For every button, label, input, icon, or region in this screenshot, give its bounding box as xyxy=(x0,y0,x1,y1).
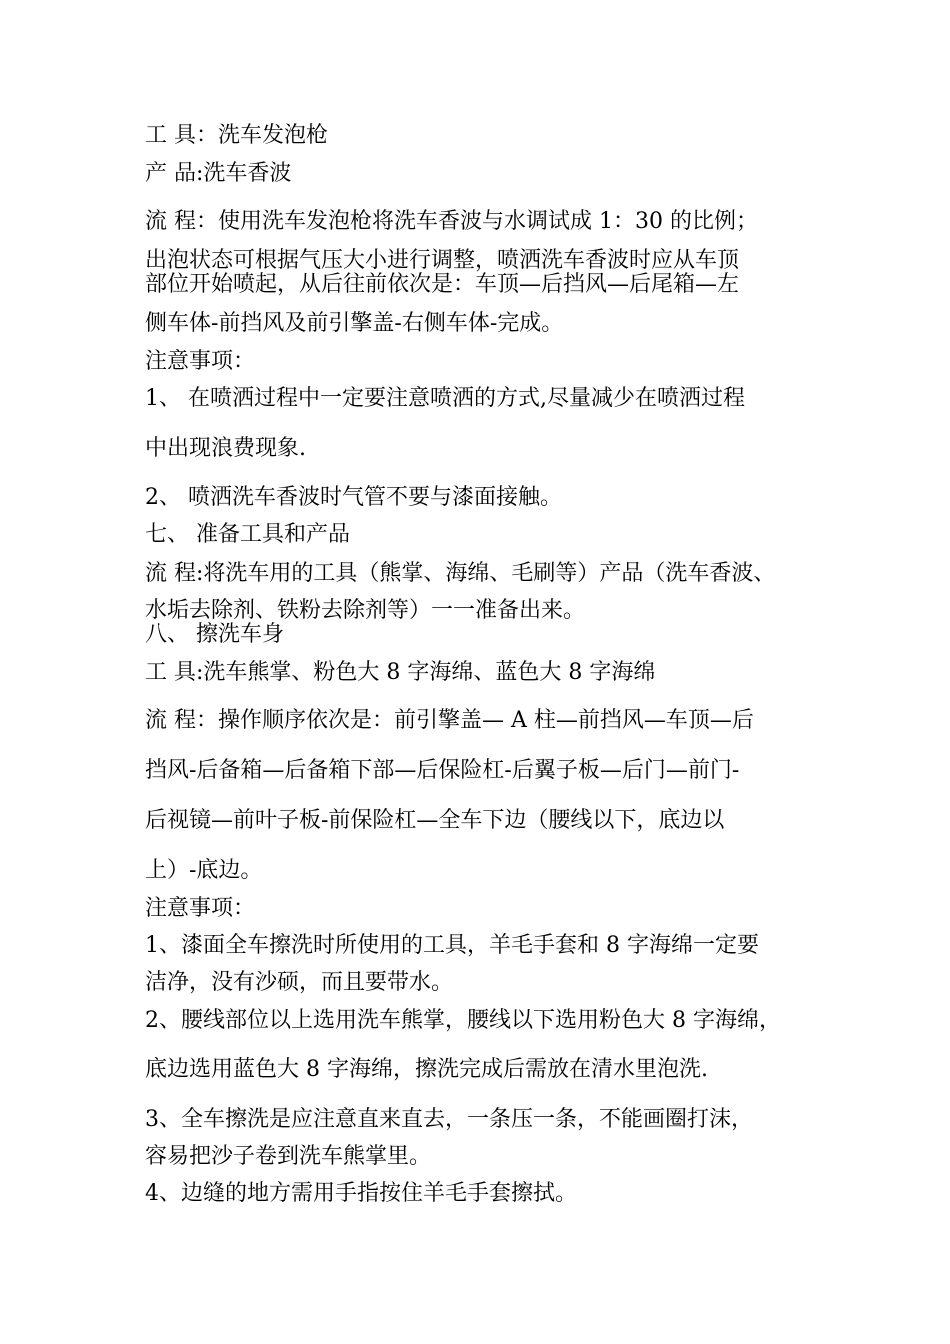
text-line-note-6: 4、边缝的地方需用手指按住羊毛手套擦拭。 xyxy=(145,1181,577,1206)
text-line: 部位开始喷起，从后往前依次是：车顶—后挡风—后尾箱—左 xyxy=(145,272,740,297)
text-line-tools-2: 工 具:洗车熊掌、粉色大 8 字海绵、蓝色大 8 字海绵 xyxy=(145,660,656,685)
text-line: 挡风-后备箱—后备箱下部—后保险杠-后翼子板—后门—前门- xyxy=(145,758,740,783)
text-line: 容易把沙子卷到洗车熊掌里。 xyxy=(145,1144,432,1169)
text-line-process-3: 流 程：操作顺序依次是：前引擎盖— A 柱—前挡风—车顶—后 xyxy=(145,708,754,733)
text-line: 上）-底边。 xyxy=(145,858,263,883)
text-line-notes-heading-1: 注意事项： xyxy=(145,349,256,374)
section-heading-seven: 七、 准备工具和产品 xyxy=(145,522,350,547)
text-line-note-1: 1、 在喷洒过程中一定要注意喷洒的方式,尽量减少在喷洒过程 xyxy=(145,386,745,411)
text-line: 水垢去除剂、铁粉去除剂等）一一准备出来。 xyxy=(145,598,586,623)
text-line: 洁净，没有沙硕，而且要带水。 xyxy=(145,970,454,995)
text-line-note-3: 1、漆面全车擦洗时所使用的工具，羊毛手套和 8 字海绵一定要 xyxy=(145,933,759,958)
text-line-note-4: 2、腰线部位以上选用洗车熊掌，腰线以下选用粉色大 8 字海绵， xyxy=(145,1008,781,1033)
text-line-tools-1: 工 具：洗车发泡枪 xyxy=(145,123,328,148)
text-line-process-2: 流 程:将洗车用的工具（熊掌、海绵、毛刷等）产品（洗车香波、 xyxy=(145,561,776,586)
text-line: 中出现浪费现象. xyxy=(145,436,306,461)
text-line-process-1: 流 程：使用洗车发泡枪将洗车香波与水调试成 1：30 的比例； xyxy=(145,209,758,234)
section-heading-eight: 八、 擦洗车身 xyxy=(145,622,284,647)
text-line-product-1: 产 品:洗车香波 xyxy=(145,161,292,186)
text-line: 后视镜—前叶子板-前保险杠—全车下边（腰线以下，底边以 xyxy=(145,808,725,833)
text-line: 出泡状态可根据气压大小进行调整，喷洒洗车香波时应从车顶 xyxy=(145,248,740,273)
text-line-notes-heading-2: 注意事项： xyxy=(145,896,256,921)
text-line: 底边选用蓝色大 8 字海绵，擦洗完成后需放在清水里泡洗. xyxy=(145,1057,708,1082)
text-line-note-2: 2、 喷洒洗车香波时气管不要与漆面接触。 xyxy=(145,485,562,510)
text-line-note-5: 3、全车擦洗是应注意直来直去，一条压一条，不能画圈打沫， xyxy=(145,1107,753,1132)
text-line: 侧车体-前挡风及前引擎盖-右侧车体-完成。 xyxy=(145,311,564,336)
